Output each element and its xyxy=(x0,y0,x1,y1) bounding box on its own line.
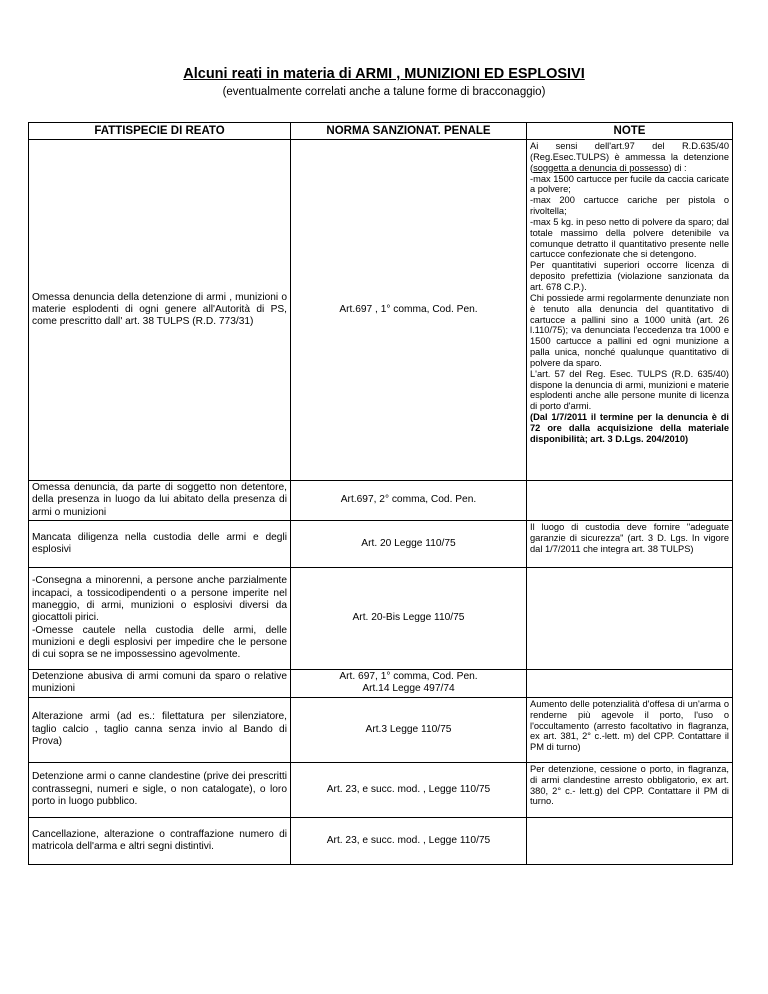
note-cell xyxy=(527,140,733,481)
note-item: Per quantitativi superiori occorre licenza di deposito prefettizia (violazione sanzionata da art. 678 C.P.). xyxy=(530,260,729,292)
note-cell xyxy=(527,481,733,521)
table-row xyxy=(29,697,733,762)
norma-cell: Art. 23, e succ. mod. , Legge 110/75 xyxy=(291,817,527,864)
note-cell: Aumento delle potenzialità d'offesa di un'arma o renderne più agevole il porto, l'uso o l'occultamento (arresto facoltativo in flagranza, ex art. 381, 2° c.-lett. m) del CPP. Contattare il PM di turno) xyxy=(527,697,733,762)
note-intro: Ai sensi dell'art.97 del R.D.635/40 (Reg.Esec.TULPS) è ammessa la detenzione ( xyxy=(530,141,729,173)
page-subtitle: (eventualmente correlati anche a talune forme di bracconaggio) xyxy=(222,86,546,98)
note-item: -max 1500 cartucce per fucile da caccia caricate a polvere; xyxy=(530,173,729,195)
fattispecie-cell: Detenzione armi o canne clandestine (prive dei prescritti contrassegni, numeri e sigle, o non catalogate), o loro porto in luogo pubblico. xyxy=(29,762,291,817)
note-after: ) di : xyxy=(668,162,687,173)
table-row xyxy=(29,567,733,669)
fattispecie-line: -Consegna a minorenni, a persone anche parzialmente incapaci, a tossicodipendenti o a persone imperite nel maneggio, di armi, munizioni o esplosivi diversi da giocattoli pirici. xyxy=(32,575,287,624)
fattispecie-cell: Omessa denuncia, da parte di soggetto non detentore, della presenza in luogo da lui abitato della presenza di armi o munizioni xyxy=(29,481,291,521)
note-cell: Il luogo di custodia deve fornire "adeguate garanzie di sicurezza" (art. 3 D. Lgs. In vigore dal 1/7/2011 che integra art. 38 TULPS) xyxy=(527,520,733,567)
header-fattispecie: FATTISPECIE DI REATO xyxy=(29,123,291,140)
note-cell: Per detenzione, cessione o porto, in flagranza, di armi clandestine arresto obbligatorio, ex art. 380, 2° c.- lett.g) del CPP. Contattare il PM di turno. xyxy=(527,762,733,817)
note-item: Chi possiede armi regolarmente denunziate non è tenuto alla denuncia del quantitativo di cartucce a pallini sino a 1000 unità (art. 26 l.110/75); va denunciata l'eccedenza tra 1000 e 1500 cartucce a pallini ed ogni munizione a palla unica, nonché qualunque quantitativo di polvere da sparo. xyxy=(530,292,729,368)
norma-line: Art.14 Legge 497/74 xyxy=(362,683,455,695)
fattispecie-cell: Alterazione armi (ad es.: filettatura per silenziatore, taglio calcio , taglio canna senza invio al Bando di Prova) xyxy=(29,697,291,762)
header-norma: NORMA SANZIONAT. PENALE xyxy=(291,123,527,140)
fattispecie-line: -Omesse cautele nella custodia delle armi, delle munizioni e degli esplosivi per impedire che le persone di cui sopra se ne impossessino agevolmente. xyxy=(32,624,287,661)
fattispecie-cell xyxy=(29,567,291,669)
note-item: L'art. 57 del Reg. Esec. TULPS (R.D. 635/40) dispone la denuncia di armi, munizioni e materie esplodenti anche alle persone munite di licenza di porto d'armi. xyxy=(530,368,729,412)
offenses-table xyxy=(28,122,733,865)
norma-cell: Art. 20-Bis Legge 110/75 xyxy=(291,567,527,669)
norma-cell: Art. 20 Legge 110/75 xyxy=(291,520,527,567)
norma-cell: Art.697, 2° comma, Cod. Pen. xyxy=(291,481,527,521)
fattispecie-cell: Mancata diligenza nella custodia delle armi e degli esplosivi xyxy=(29,520,291,567)
note-bold: (Dal 1/7/2011 il termine per la denuncia è di 72 ore dalla acquisizione della materiale disponibilità; art. 3 D.Lgs. 204/2010) xyxy=(530,412,729,444)
norma-cell xyxy=(291,669,527,697)
table-header-row xyxy=(29,123,733,140)
page-title: Alcuni reati in materia di ARMI , MUNIZIONI ED ESPLOSIVI xyxy=(183,66,585,82)
norma-line: Art. 697, 1° comma, Cod. Pen. xyxy=(339,671,478,683)
note-item: -max 5 kg. in peso netto di polvere da sparo; dal totale massimo della polvere detenibile va comunque detratto il quantitativo presente nelle cartucce confezionate che si detengono. xyxy=(530,216,729,260)
table-row xyxy=(29,817,733,864)
note-cell xyxy=(527,669,733,697)
norma-cell: Art.3 Legge 110/75 xyxy=(291,697,527,762)
fattispecie-cell: Omessa denuncia della detenzione di armi , munizioni o materie esplodenti di ogni genere all'Autorità di PS, come prescritto dall' art. 38 TULPS (R.D. 773/31) xyxy=(29,140,291,481)
table-row xyxy=(29,669,733,697)
table-row xyxy=(29,520,733,567)
header-note: NOTE xyxy=(527,123,733,140)
note-item: -max 200 cartucce cariche per pistola o rivoltella; xyxy=(530,195,729,217)
table-row xyxy=(29,140,733,481)
note-cell xyxy=(527,817,733,864)
table-row xyxy=(29,481,733,521)
note-underlined: soggetta a denuncia di possesso xyxy=(533,162,669,173)
fattispecie-cell: Cancellazione, alterazione o contraffazione numero di matricola dell'arma e altri segni distintivi. xyxy=(29,817,291,864)
note-cell xyxy=(527,567,733,669)
norma-cell: Art.697 , 1° comma, Cod. Pen. xyxy=(291,140,527,481)
norma-cell: Art. 23, e succ. mod. , Legge 110/75 xyxy=(291,762,527,817)
fattispecie-cell: Detenzione abusiva di armi comuni da sparo o relative munizioni xyxy=(29,669,291,697)
table-row xyxy=(29,762,733,817)
